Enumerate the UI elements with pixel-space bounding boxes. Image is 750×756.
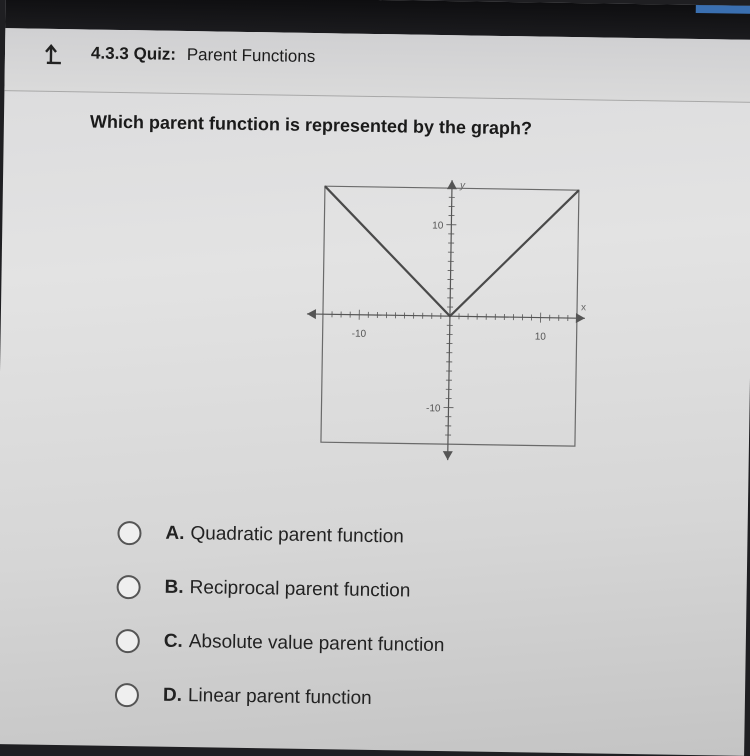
top-bar-accent bbox=[696, 5, 750, 14]
y-tick-label: -10 bbox=[426, 403, 441, 414]
y-tick-label: 10 bbox=[432, 220, 444, 231]
radio-b[interactable] bbox=[116, 575, 140, 599]
x-tick-label: 10 bbox=[535, 332, 547, 343]
y-axis-label: y bbox=[459, 180, 466, 191]
x-axis bbox=[307, 314, 585, 318]
choice-d[interactable] bbox=[115, 678, 635, 720]
choice-c[interactable] bbox=[116, 624, 636, 666]
choice-b-label: Reciprocal parent function bbox=[189, 577, 410, 601]
quiz-title bbox=[91, 44, 316, 68]
choice-d-text bbox=[163, 685, 372, 710]
choice-c-letter: C. bbox=[164, 631, 183, 652]
choice-a-label: Quadratic parent function bbox=[190, 523, 404, 547]
function-graph bbox=[299, 174, 604, 469]
x-axis-arrow-right bbox=[576, 313, 585, 323]
choice-b-letter: B. bbox=[164, 577, 183, 598]
choice-d-letter: D. bbox=[163, 685, 182, 706]
quiz-number: 4.3.3 bbox=[91, 44, 129, 64]
x-axis-arrow-left bbox=[307, 309, 316, 319]
graph-svg bbox=[299, 174, 604, 469]
quiz-kind: Quiz: bbox=[133, 44, 176, 64]
question-text: Which parent function is represented by the graph? bbox=[90, 111, 532, 139]
radio-a[interactable] bbox=[117, 521, 141, 545]
y-axis-arrow-down bbox=[443, 451, 453, 460]
y-axis bbox=[448, 180, 452, 460]
choice-c-text bbox=[164, 631, 445, 657]
choice-b-text bbox=[164, 577, 410, 603]
x-axis-label: x bbox=[581, 302, 586, 313]
choice-c-label: Absolute value parent function bbox=[189, 631, 445, 656]
radio-c[interactable] bbox=[116, 629, 140, 653]
y-axis-arrow-up bbox=[447, 180, 457, 189]
quiz-name: Parent Functions bbox=[187, 45, 316, 66]
radio-d[interactable] bbox=[115, 683, 139, 707]
choice-b[interactable] bbox=[116, 570, 636, 612]
choice-a[interactable] bbox=[117, 516, 637, 558]
choice-a-text bbox=[165, 523, 404, 549]
quiz-header bbox=[4, 28, 750, 103]
answer-choices bbox=[118, 516, 678, 525]
x-tick-label: -10 bbox=[352, 329, 367, 340]
choice-a-letter: A. bbox=[165, 523, 184, 544]
back-arrow-icon[interactable] bbox=[43, 41, 67, 65]
choice-d-label: Linear parent function bbox=[188, 685, 372, 709]
